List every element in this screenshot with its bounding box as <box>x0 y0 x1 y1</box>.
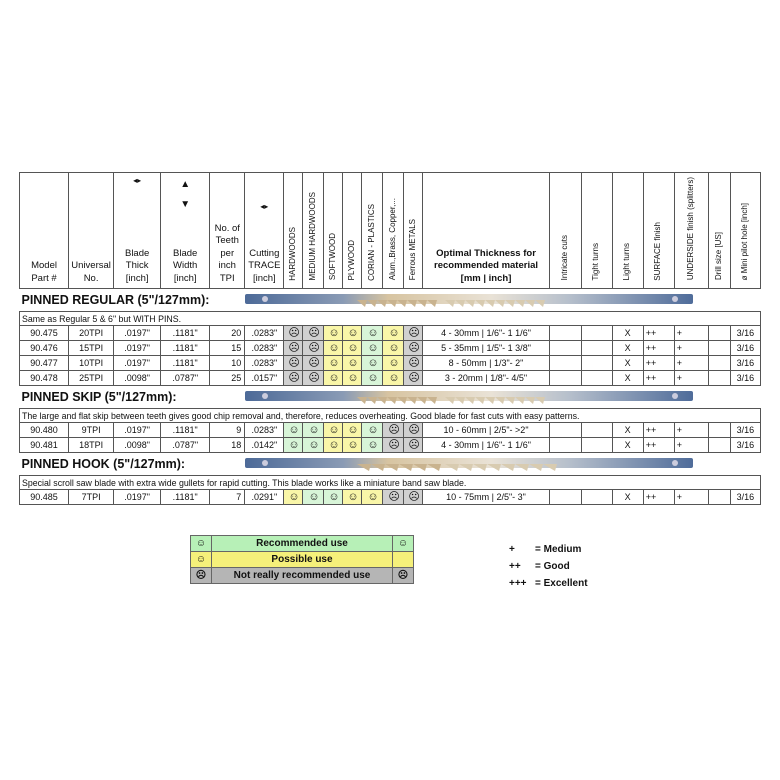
extra-cell <box>581 371 612 386</box>
suitability-cell <box>324 326 343 341</box>
col-plywood: PLYWOOD <box>343 173 362 289</box>
suitability-cell <box>303 490 324 505</box>
optimal-thickness: 8 - 50mm | 1/3"- 2" <box>423 356 549 371</box>
optimal-thickness: 10 - 60mm | 2/5"- >2" <box>423 423 549 438</box>
trace-arrows-icon: ◂▸ <box>260 202 269 211</box>
part-number: 90.478 <box>20 371 69 386</box>
neutral-icon: ☺ <box>288 491 300 503</box>
extra-cell <box>581 423 612 438</box>
cutting-trace: .0157" <box>245 371 284 386</box>
blade-thick: .0197" <box>114 326 161 341</box>
extra-cell: ++ <box>643 490 674 505</box>
blade-thick: .0197" <box>114 356 161 371</box>
suitability-cell <box>284 341 303 356</box>
optimal-thickness: 10 - 75mm | 2/5"- 3" <box>423 490 549 505</box>
extra-cell: + <box>674 490 708 505</box>
extra-cell <box>708 371 730 386</box>
optimal-thickness: 5 - 35mm | 1/5"- 1 3/8" <box>423 341 549 356</box>
smile-icon: ☺ <box>308 439 320 451</box>
extra-cell: X <box>612 341 643 356</box>
neutral-icon: ☺ <box>328 424 340 436</box>
suitability-cell <box>343 423 362 438</box>
suitability-cell <box>404 356 423 371</box>
legend-not-recommended: ☹ Not really recommended use ☹ <box>191 568 414 584</box>
extra-cell: + <box>674 341 708 356</box>
smile-icon: ☺ <box>367 372 379 384</box>
extra-cell: X <box>612 326 643 341</box>
section-title: PINNED HOOK (5"/127mm): <box>21 457 186 471</box>
cutting-trace: .0283" <box>245 326 284 341</box>
suitability-cell <box>383 326 404 341</box>
extra-cell: X <box>612 356 643 371</box>
suitability-cell <box>343 326 362 341</box>
frown-icon: ☹ <box>388 439 400 451</box>
frown-icon: ☹ <box>288 327 300 339</box>
extra-cell <box>708 356 730 371</box>
smile-icon: ☺ <box>288 439 300 451</box>
section-description: Same as Regular 5 & 6" but WITH PINS. <box>20 312 761 326</box>
neutral-icon: ☺ <box>328 439 340 451</box>
universal-no: 25TPI <box>69 371 114 386</box>
suitability-cell <box>343 356 362 371</box>
extra-cell: 3/16 <box>730 341 760 356</box>
suitability-cell <box>303 341 324 356</box>
col-ferrous: Ferrous METALS <box>404 173 423 289</box>
col-width: ▲ ▼ Blade Width [inch] <box>161 173 210 289</box>
extra-cell <box>708 423 730 438</box>
suitability-cell <box>362 490 383 505</box>
table-row <box>20 490 761 505</box>
universal-no: 7TPI <box>69 490 114 505</box>
section-header <box>20 453 761 476</box>
cutting-trace: .0283" <box>245 423 284 438</box>
extra-cell: ++ <box>643 356 674 371</box>
frown-icon: ☹ <box>308 357 320 369</box>
suitability-cell <box>324 341 343 356</box>
part-number: 90.481 <box>20 438 69 453</box>
neutral-icon: ☺ <box>388 372 400 384</box>
suitability-cell <box>284 326 303 341</box>
table-row <box>20 438 761 453</box>
section-title: PINNED SKIP (5"/127mm): <box>21 390 177 404</box>
extra-cell <box>581 490 612 505</box>
tpi: 20 <box>210 326 245 341</box>
smile-icon: ☺ <box>367 342 379 354</box>
neutral-icon: ☺ <box>328 357 340 369</box>
blade-width: .1181" <box>161 490 210 505</box>
suitability-cell <box>324 490 343 505</box>
blade-thick: .0098" <box>114 371 161 386</box>
suitability-cell <box>343 341 362 356</box>
blade-image <box>245 455 693 473</box>
suitability-cell <box>404 438 423 453</box>
neutral-icon: ☺ <box>347 439 359 451</box>
extra-cell: + <box>674 371 708 386</box>
frown-icon: ☹ <box>408 357 420 369</box>
col-light: Light turns <box>612 173 643 289</box>
suitability-cell <box>284 423 303 438</box>
extra-cell: 3/16 <box>730 423 760 438</box>
section-header <box>20 386 761 409</box>
extra-cell: X <box>612 423 643 438</box>
thickness-arrows-icon: ◂▸ <box>133 176 142 185</box>
smile-icon: ☺ <box>367 327 379 339</box>
extra-cell <box>549 341 581 356</box>
smile-icon: ☺ <box>367 357 379 369</box>
extra-cell: X <box>612 490 643 505</box>
extra-cell <box>549 326 581 341</box>
col-tpi: No. of Teeth per inch TPI <box>210 173 245 289</box>
suitability-cell <box>362 371 383 386</box>
table-row <box>20 423 761 438</box>
optimal-thickness: 4 - 30mm | 1/6"- 1 1/6" <box>423 326 549 341</box>
legend <box>190 535 414 584</box>
suitability-cell <box>362 356 383 371</box>
extra-cell: ++ <box>643 326 674 341</box>
neutral-icon: ☺ <box>347 424 359 436</box>
neutral-icon: ☺ <box>347 357 359 369</box>
optimal-thickness: 3 - 20mm | 1/8"- 4/5" <box>423 371 549 386</box>
frown-icon: ☹ <box>408 342 420 354</box>
section-description: The large and flat skip between teeth gives good chip removal and, therefore, reduces overheating. Good blade for fast cuts with easy patterns. <box>20 409 761 423</box>
extra-cell: 3/16 <box>730 356 760 371</box>
blade-width: .0787" <box>161 371 210 386</box>
blade-width: .0787" <box>161 438 210 453</box>
rating-good: ++ = Good <box>509 561 570 572</box>
frown-icon: ☹ <box>408 424 420 436</box>
blade-width: .1181" <box>161 341 210 356</box>
extra-cell: + <box>674 438 708 453</box>
suitability-cell <box>362 341 383 356</box>
suitability-cell <box>284 371 303 386</box>
section-header <box>20 289 761 312</box>
suitability-cell <box>362 438 383 453</box>
suitability-cell <box>303 356 324 371</box>
col-drill: Drill size [US] <box>708 173 730 289</box>
tpi: 9 <box>210 423 245 438</box>
col-model: Model Part # <box>20 173 69 289</box>
frown-icon: ☹ <box>288 372 300 384</box>
extra-cell: ++ <box>643 371 674 386</box>
blade-table <box>19 172 761 505</box>
extra-cell <box>581 341 612 356</box>
blade-thick: .0197" <box>114 341 161 356</box>
legend-recommended: ☺ Recommended use ☺ <box>191 536 414 552</box>
col-intricate: Intricate cuts <box>549 173 581 289</box>
tpi: 18 <box>210 438 245 453</box>
col-universal: Universal No. <box>69 173 114 289</box>
universal-no: 18TPI <box>69 438 114 453</box>
tpi: 25 <box>210 371 245 386</box>
part-number: 90.485 <box>20 490 69 505</box>
extra-cell: ++ <box>643 423 674 438</box>
suitability-cell <box>362 326 383 341</box>
universal-no: 15TPI <box>69 341 114 356</box>
smile-icon: ☺ <box>393 536 414 552</box>
smile-icon: ☺ <box>288 424 300 436</box>
frown-icon: ☹ <box>408 372 420 384</box>
extra-cell <box>549 490 581 505</box>
frown-icon: ☹ <box>408 491 420 503</box>
col-pilot: ø Mini pilot hole [inch] <box>730 173 760 289</box>
extra-cell <box>549 371 581 386</box>
col-softwood: SOFTWOOD <box>324 173 343 289</box>
blade-thick: .0197" <box>114 490 161 505</box>
table-row <box>20 356 761 371</box>
suitability-cell <box>404 371 423 386</box>
col-thick: ◂▸ Blade Thick [inch] <box>114 173 161 289</box>
frown-icon: ☹ <box>393 568 414 584</box>
blade-width: .1181" <box>161 423 210 438</box>
frown-icon: ☹ <box>308 342 320 354</box>
suitability-cell <box>383 371 404 386</box>
col-optimal: Optimal Thickness for recommended material [mm | inch] <box>423 173 549 289</box>
extra-cell <box>708 490 730 505</box>
neutral-icon: ☺ <box>388 327 400 339</box>
universal-no: 20TPI <box>69 326 114 341</box>
neutral-icon: ☺ <box>328 342 340 354</box>
rating-medium: + = Medium <box>509 544 582 555</box>
frown-icon: ☹ <box>388 424 400 436</box>
part-number: 90.477 <box>20 356 69 371</box>
extra-cell: X <box>612 438 643 453</box>
extra-cell: 3/16 <box>730 438 760 453</box>
tpi: 7 <box>210 490 245 505</box>
rating-excellent: +++ = Excellent <box>509 578 588 589</box>
legend-possible: ☺ Possible use <box>191 552 414 568</box>
smile-icon: ☺ <box>328 491 340 503</box>
frown-icon: ☹ <box>191 568 212 584</box>
cutting-trace: .0283" <box>245 341 284 356</box>
extra-cell <box>581 326 612 341</box>
neutral-icon: ☺ <box>347 327 359 339</box>
neutral-icon: ☺ <box>367 491 379 503</box>
blade-image <box>245 291 693 309</box>
extra-cell: 3/16 <box>730 490 760 505</box>
frown-icon: ☹ <box>308 372 320 384</box>
cutting-trace: .0142" <box>245 438 284 453</box>
neutral-icon: ☺ <box>328 327 340 339</box>
col-corian: CORIAN - PLASTICS <box>362 173 383 289</box>
suitability-cell <box>383 490 404 505</box>
suitability-cell <box>303 423 324 438</box>
table-row <box>20 326 761 341</box>
universal-no: 10TPI <box>69 356 114 371</box>
suitability-cell <box>303 371 324 386</box>
extra-cell <box>581 356 612 371</box>
col-nonferrous: Alum.,Brass, Copper,... <box>383 173 404 289</box>
smile-icon: ☺ <box>367 424 379 436</box>
extra-cell: 3/16 <box>730 371 760 386</box>
tpi: 15 <box>210 341 245 356</box>
extra-cell: ++ <box>643 341 674 356</box>
width-arrows-icon: ▲ ▼ <box>180 179 191 210</box>
extra-cell <box>549 438 581 453</box>
col-trace: ◂▸ Cutting TRACE [inch] <box>245 173 284 289</box>
table-row <box>20 371 761 386</box>
rating-key <box>509 541 588 592</box>
blade-thick: .0197" <box>114 423 161 438</box>
universal-no: 9TPI <box>69 423 114 438</box>
extra-cell <box>549 423 581 438</box>
extra-cell <box>708 326 730 341</box>
suitability-cell <box>324 423 343 438</box>
suitability-cell <box>404 341 423 356</box>
extra-cell <box>708 341 730 356</box>
frown-icon: ☹ <box>288 342 300 354</box>
neutral-icon: ☺ <box>347 342 359 354</box>
neutral-icon: ☺ <box>388 342 400 354</box>
suitability-cell <box>404 423 423 438</box>
smile-icon: ☺ <box>308 491 320 503</box>
extra-cell <box>581 438 612 453</box>
neutral-icon: ☺ <box>347 372 359 384</box>
suitability-cell <box>284 438 303 453</box>
neutral-icon: ☺ <box>347 491 359 503</box>
blade-chart-sheet <box>19 172 761 505</box>
extra-cell: 3/16 <box>730 326 760 341</box>
extra-cell <box>708 438 730 453</box>
suitability-cell <box>303 326 324 341</box>
part-number: 90.476 <box>20 341 69 356</box>
suitability-cell <box>383 341 404 356</box>
suitability-cell <box>324 371 343 386</box>
col-underside: UNDERSIDE finish (splitters) <box>674 173 708 289</box>
smile-icon: ☺ <box>308 424 320 436</box>
suitability-cell <box>324 356 343 371</box>
extra-cell: + <box>674 326 708 341</box>
blade-image <box>245 388 693 406</box>
neutral-icon: ☺ <box>191 552 212 568</box>
tpi: 10 <box>210 356 245 371</box>
frown-icon: ☹ <box>388 491 400 503</box>
suitability-cell <box>343 438 362 453</box>
optimal-thickness: 4 - 30mm | 1/6"- 1 1/6" <box>423 438 549 453</box>
suitability-cell <box>284 356 303 371</box>
extra-cell: X <box>612 371 643 386</box>
frown-icon: ☹ <box>288 357 300 369</box>
suitability-cell <box>383 423 404 438</box>
section-title: PINNED REGULAR (5"/127mm): <box>21 293 210 307</box>
suitability-cell <box>383 356 404 371</box>
blade-thick: .0098" <box>114 438 161 453</box>
suitability-cell <box>303 438 324 453</box>
frown-icon: ☹ <box>308 327 320 339</box>
suitability-cell <box>383 438 404 453</box>
col-surface: SURFACE finish <box>643 173 674 289</box>
smile-icon: ☺ <box>367 439 379 451</box>
neutral-icon: ☺ <box>328 372 340 384</box>
frown-icon: ☹ <box>408 327 420 339</box>
frown-icon: ☹ <box>408 439 420 451</box>
section-description: Special scroll saw blade with extra wide gullets for rapid cutting. This blade works like a miniature band saw blade. <box>20 476 761 490</box>
cutting-trace: .0283" <box>245 356 284 371</box>
extra-cell <box>549 356 581 371</box>
cutting-trace: .0291" <box>245 490 284 505</box>
col-tight: Tight turns <box>581 173 612 289</box>
suitability-cell <box>324 438 343 453</box>
table-row <box>20 341 761 356</box>
suitability-cell <box>362 423 383 438</box>
neutral-icon: ☺ <box>388 357 400 369</box>
extra-cell: ++ <box>643 438 674 453</box>
blade-width: .1181" <box>161 356 210 371</box>
blade-width: .1181" <box>161 326 210 341</box>
part-number: 90.475 <box>20 326 69 341</box>
smile-icon: ☺ <box>191 536 212 552</box>
extra-cell: + <box>674 423 708 438</box>
extra-cell: + <box>674 356 708 371</box>
part-number: 90.480 <box>20 423 69 438</box>
col-hardwoods: HARDWOODS <box>284 173 303 289</box>
suitability-cell <box>404 490 423 505</box>
header-row <box>20 173 761 289</box>
suitability-cell <box>284 490 303 505</box>
col-medium-hardwoods: MEDIUM HARDWOODS <box>303 173 324 289</box>
suitability-cell <box>343 371 362 386</box>
suitability-cell <box>404 326 423 341</box>
suitability-cell <box>343 490 362 505</box>
